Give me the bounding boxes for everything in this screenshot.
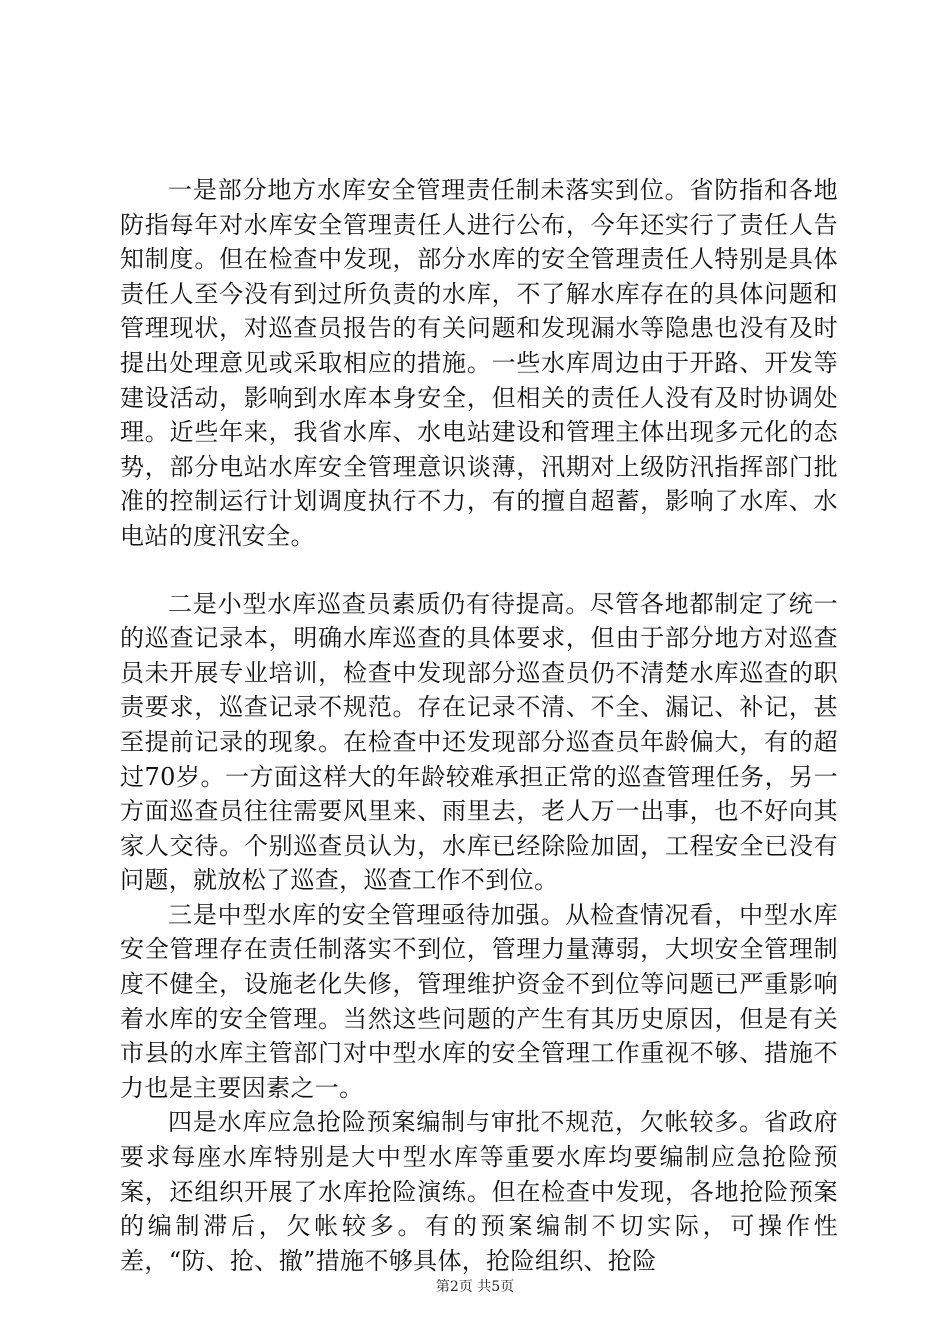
paragraph-4: 四是水库应急抢险预案编制与审批不规范，欠帐较多。省政府要求每座水库特别是大中型水库等重要水库均要编制应急抢险预案，还组织开展了水库抢险演练。但在检查中发现，各地抢险预案的编制滞后，欠帐较多。有的预案编制不切实际，可操作性差，“防、抢、撤”措施不够具体，抢险组织、抢险 [120,1108,838,1275]
paragraph-2: 二是小型水库巡查员素质仍有待提高。尽管各地都制定了统一的巡查记录本，明确水库巡查的具体要求，但由于部分地方对巡查员未开展专业培训，检查中发现部分巡查员仍不清楚水库巡查的职责要求，巡查记录不规范。存在记录不清、不全、漏记、补记，甚至提前记录的现象。在检查中还发现部分巡查员年龄偏大，有的超过70岁。一方面这样大的年龄较难承担正常的巡查管理任务，另一方面巡查员往往需要风里来、雨里去，老人万一出事，也不好向其家人交待。个别巡查员认为，水库已经除险加固，工程安全已没有问题，就放松了巡查，巡查工作不到位。 [120,589,838,895]
paragraph-1: 一是部分地方水库安全管理责任制未落实到位。省防指和各地防指每年对水库安全管理责任人进行公布，今年还实行了责任人告知制度。但在检查中发现，部分水库的安全管理责任人特别是具体责任人至今没有到过所负责的水库，不了解水库存在的具体问题和管理现状，对巡查员报告的有关问题和发现漏水等隐患也没有及时提出处理意见或采取相应的措施。一些水库周边由于开路、开发等建设活动，影响到水库本身安全，但相关的责任人没有及时协调处理。近些年来，我省水库、水电站建设和管理主体出现多元化的态势，部分电站水库安全管理意识谈薄，汛期对上级防汛指挥部门批准的控制运行计划调度执行不力，有的擅自超蓄，影响了水库、水电站的度汛安全。 [120,176,838,550]
page-number-footer: 第2页 共5页 [435,1279,515,1295]
paragraph-3: 三是中型水库的安全管理亟待加强。从检查情况看，中型水库安全管理存在责任制落实不到位，管理力量薄弱，大坝安全管理制度不健全，设施老化失修，管理维护资金不到位等问题已严重影响着水库的安全管理。当然这些问题的产生有其历史原因，但是有关市县的水库主管部门对中型水库的安全管理工作重视不够、措施不力也是主要因素之一。 [120,900,838,1102]
document-body [120,173,838,1278]
